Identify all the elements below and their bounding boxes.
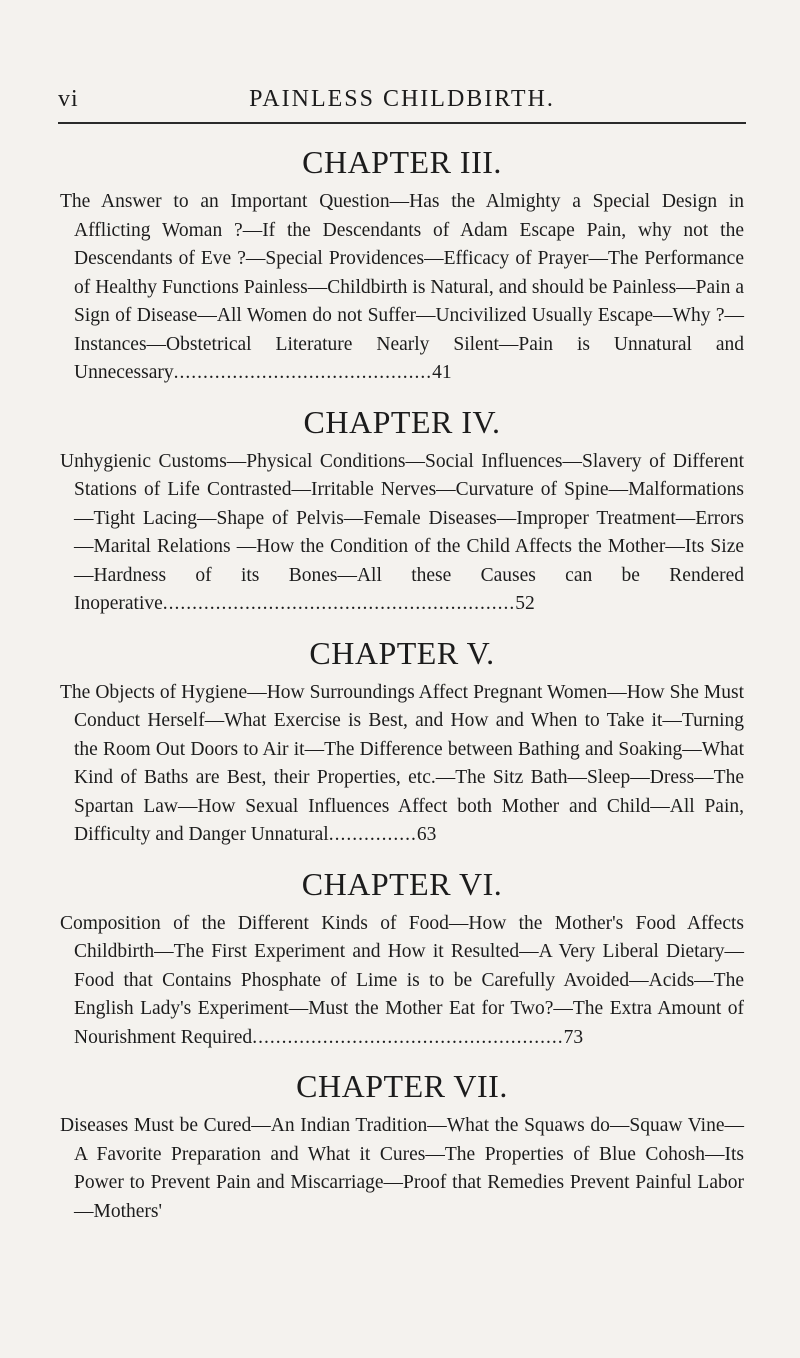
page-number: vi (58, 86, 79, 112)
chapter-entry-v (60, 633, 744, 850)
table-of-contents (60, 142, 744, 1240)
chapter-entry-iii (60, 142, 744, 388)
chapter-heading: CHAPTER V. (309, 634, 495, 671)
chapter-summary (60, 188, 744, 388)
chapter-page-number: 52 (515, 593, 535, 614)
chapter-heading: CHAPTER IV. (303, 403, 501, 440)
chapter-page-number: 73 (563, 1026, 584, 1048)
chapter-summary-text: Diseases Must be Cured—An Indian Tradition—What the Squaws do—Squaw Vine—A Favorite Preparation and What it Cures—The Properties of Blue Cohosh—Its Power to Prevent Pain and Miscarriage—Proof that Remedies Prevent Painful Labor—Mothers' (60, 1115, 744, 1222)
chapter-summary (60, 1112, 744, 1226)
chapter-entry-vi (60, 864, 744, 1053)
chapter-summary-text: Unhygienic Customs—Physical Conditions—Social Influences—Slavery of Different Stations of Life Contrasted—Irritable Nerves—Curvature of Spine—Malformations—Tight Lacing—Shape of Pelvis—Female Diseases—Improper Treatment—Errors—Marital Relations —How the Condition of the Child Affects the Mother—Its Size—Hardness of its Bones—All these Causes can be Rendered Inoperative (60, 450, 744, 614)
chapter-heading: CHAPTER VII. (296, 1068, 508, 1104)
chapter-summary (60, 448, 744, 619)
dot-leader: ............................................ (173, 362, 433, 383)
book-title: PAINLESS CHILDBIRTH. (249, 86, 555, 112)
dot-leader: ............... (328, 824, 417, 845)
chapter-page-number: 63 (416, 824, 437, 845)
chapter-summary (60, 679, 744, 850)
chapter-summary-text: The Objects of Hygiene—How Surroundings Affect Pregnant Women—How She Must Conduct Herself—What Exercise is Best, and How and When to Take it—Turning the Room Out Doors to Air it—The Difference between Bathing and Soaking—What Kind of Baths are Best, their Properties, etc.—The Sitz Bath—Sleep—Dress—The Spartan Law—How Sexual Influences Affect both Mother and Child—All Pain, Difficulty and Danger Unnatural (60, 681, 744, 845)
chapter-summary-text: Composition of the Different Kinds of Food—How the Mother's Food Affects Childbirth—The First Experiment and How it Resulted—A Very Liberal Dietary—Food that Contains Phosphate of Lime is to be Carefully Avoided—Acids—The English Lady's Experiment—Must the Mother Eat for Two?—The Extra Amount of Nourishment Required (60, 912, 744, 1048)
chapter-summary-text: The Answer to an Important Question—Has the Almighty a Special Design in Afflicting Woman ?—If the Descendants of Adam Escape Pain, why not the Descendants of Eve ?—Special Providences—Efficacy of Prayer—The Performance of Healthy Functions Painless—Childbirth is Natural, and should be Painless—Pain a Sign of Disease—All Women do not Suffer—Uncivilized Usually Escape—Why ?—Instances—Obstetrical Literature Nearly Silent—Pain is Unnatural and Unnecessary (60, 191, 744, 383)
header-rule (58, 122, 746, 124)
dot-leader: ............................................................ (162, 593, 516, 614)
chapter-page-number: 41 (432, 362, 452, 383)
chapter-entry-vii (60, 1066, 744, 1226)
running-head (58, 86, 746, 120)
chapter-heading: CHAPTER III. (302, 144, 502, 180)
chapter-summary (60, 910, 744, 1053)
chapter-entry-iv (60, 402, 744, 619)
dot-leader: ..................................................... (252, 1026, 564, 1048)
chapter-heading: CHAPTER VI. (301, 865, 503, 902)
